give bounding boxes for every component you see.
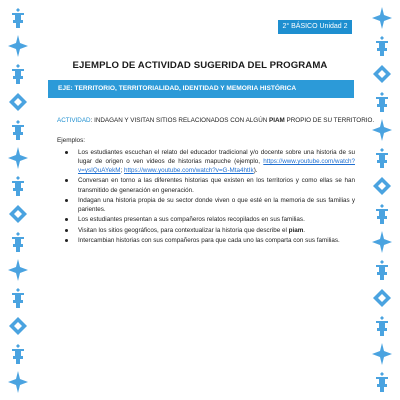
mapuche-figure-icon xyxy=(370,258,394,282)
right-decorative-border xyxy=(364,0,400,400)
diamond-motif-icon xyxy=(6,90,30,114)
wünelfe-star-icon xyxy=(6,34,30,58)
actividad-text-after: PROPIO DE SU TERRITORIO. xyxy=(284,117,375,124)
mapuche-figure-icon xyxy=(370,34,394,58)
mapuche-figure-icon xyxy=(370,146,394,170)
wünelfe-star-icon xyxy=(6,146,30,170)
examples-list xyxy=(65,148,355,246)
mapuche-figure-icon xyxy=(6,118,30,142)
bullet-icon xyxy=(65,229,68,232)
page-title: EJEMPLO DE ACTIVIDAD SUGERIDA DEL PROGRAMA xyxy=(72,60,328,71)
mapuche-figure-icon xyxy=(6,6,30,30)
eje-banner: EJE: TERRITORIO, TERRITORIALIDAD, IDENTIDAD Y MEMORIA HISTÓRICA xyxy=(48,80,354,98)
diamond-motif-icon xyxy=(6,202,30,226)
wünelfe-star-icon xyxy=(370,230,394,254)
mapuche-figure-icon xyxy=(370,370,394,394)
diamond-motif-icon xyxy=(370,62,394,86)
bullet-icon xyxy=(65,218,68,221)
list-item xyxy=(65,236,355,245)
list-item-text: Indagan una historia propia de su sector donde viven o que esté en la memoria de sus familias y parientes. xyxy=(78,196,355,213)
actividad-text-before: : INDAGAN Y VISITAN SITIOS RELACIONADOS CON ALGÚN xyxy=(90,117,270,124)
list-item xyxy=(65,148,355,175)
list-item xyxy=(65,196,355,214)
left-decorative-border xyxy=(0,0,36,400)
wünelfe-star-icon xyxy=(6,370,30,394)
bullet-icon xyxy=(65,199,68,202)
mapuche-figure-icon xyxy=(6,286,30,310)
youtube-link-1[interactable]: https://www.youtube.com/watch?v=ysIQuAYekM xyxy=(78,158,355,175)
list-item-text: Los estudiantes presentan a sus compañeros relatos recopilados en sus familias. xyxy=(78,216,305,224)
list-item-text: Intercambian historias con sus compañeros para que cada uno las comparta con sus familias. xyxy=(78,236,340,244)
mapuche-figure-icon xyxy=(370,202,394,226)
mapuche-figure-icon xyxy=(370,314,394,338)
mapuche-figure-icon xyxy=(6,230,30,254)
bullet-icon xyxy=(65,151,68,154)
list-item-strong: piam xyxy=(288,226,304,234)
diamond-motif-icon xyxy=(370,286,394,310)
actividad-label: ACTIVIDAD xyxy=(57,117,91,124)
wünelfe-star-icon xyxy=(6,258,30,282)
bullet-icon xyxy=(65,239,68,242)
list-item xyxy=(65,176,355,194)
actividad-strong: PIAM xyxy=(269,117,285,124)
list-item-text: Conversan en torno a las diferentes historias que existen en los territorios y como ellas se han transmitido de generación en generación. xyxy=(78,177,355,194)
youtube-link-2[interactable]: https://www.youtube.com/watch?v=G-Mta4htIk xyxy=(124,167,254,175)
diamond-motif-icon xyxy=(6,314,30,338)
wünelfe-star-icon xyxy=(370,342,394,366)
list-item xyxy=(65,215,355,224)
list-item-end: . xyxy=(303,226,306,234)
list-item xyxy=(65,226,355,235)
wünelfe-star-icon xyxy=(370,6,394,30)
mapuche-figure-icon xyxy=(370,90,394,114)
diamond-motif-icon xyxy=(370,174,394,198)
link-separator: ; xyxy=(120,167,125,175)
list-item-end: ). xyxy=(253,167,258,175)
list-item-text: Visitan los sitios geográficos, para contextualizar la historia que describe el xyxy=(78,226,289,234)
list-item-text: Los estudiantes escuchan el relato del educador tradicional y/o docente sobre una historia de su lugar de origen o ven videos de historias mapuche (ejemplo, xyxy=(78,149,355,166)
ejemplos-label: Ejemplos: xyxy=(57,137,86,144)
bullet-icon xyxy=(65,179,68,182)
mapuche-figure-icon xyxy=(6,62,30,86)
actividad-line xyxy=(57,117,375,124)
grade-unit-badge: 2° BÁSICO Unidad 2 xyxy=(278,20,352,34)
mapuche-figure-icon xyxy=(6,342,30,366)
mapuche-figure-icon xyxy=(6,174,30,198)
